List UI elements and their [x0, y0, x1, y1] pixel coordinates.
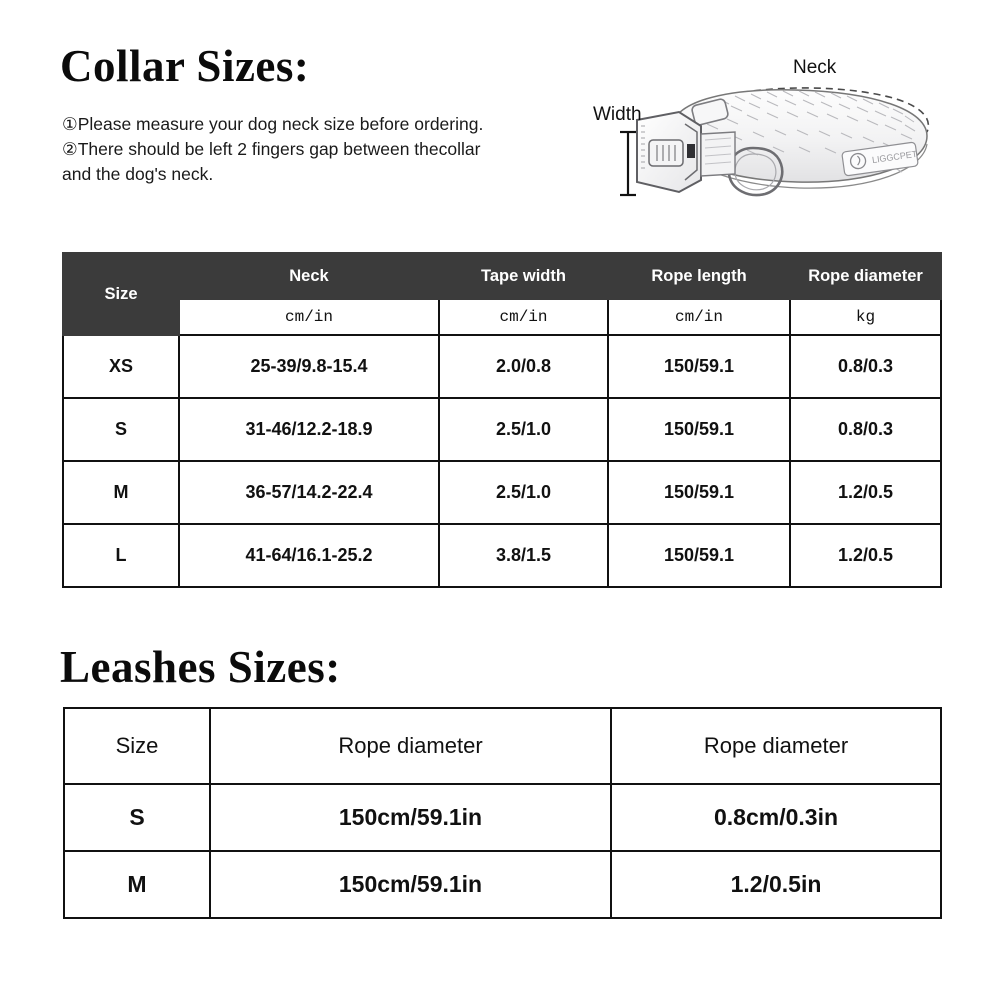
- collar-unit-rope-length: cm/in: [608, 299, 790, 335]
- collar-row-tape-width: 3.8/1.5: [439, 524, 608, 587]
- leashes-row-value-2: 1.2/0.5in: [611, 851, 941, 918]
- collar-header-tape-width: Tape width: [439, 253, 608, 299]
- collar-row-neck: 36-57/14.2-22.4: [179, 461, 439, 524]
- width-measurement-label: Width: [593, 104, 642, 125]
- table-row: [63, 398, 941, 461]
- collar-row-size: S: [63, 398, 179, 461]
- collar-row-rope-diameter: 0.8/0.3: [790, 398, 941, 461]
- leashes-row-value-1: 150cm/59.1in: [210, 784, 611, 851]
- collar-unit-tape-width: cm/in: [439, 299, 608, 335]
- width-measure-bracket: [620, 132, 636, 195]
- neck-measurement-label: Neck: [793, 57, 837, 78]
- collar-header-neck: Neck: [179, 253, 439, 299]
- leashes-row-value-2: 0.8cm/0.3in: [611, 784, 941, 851]
- collar-sizes-title: Collar Sizes:: [60, 41, 310, 91]
- instruction-line-1: ①Please measure your dog neck size before ordering.: [62, 114, 484, 134]
- leashes-table-header-row: [64, 708, 941, 784]
- leashes-header-rope-diameter-2: Rope diameter: [611, 708, 941, 784]
- leashes-header-size: Size: [64, 708, 210, 784]
- collar-row-rope-diameter: 1.2/0.5: [790, 461, 941, 524]
- instruction-line-2: ②There should be left 2 fingers gap between thecollar: [62, 139, 481, 159]
- collar-header-rope-diameter: Rope diameter: [790, 253, 941, 299]
- collar-unit-rope-diameter: kg: [790, 299, 941, 335]
- collar-table-header-row: [63, 253, 941, 299]
- table-row: [64, 784, 941, 851]
- collar-row-size: M: [63, 461, 179, 524]
- collar-row-size: XS: [63, 335, 179, 398]
- instruction-line-3: and the dog's neck.: [62, 164, 214, 184]
- table-row: [64, 851, 941, 918]
- table-row: [63, 461, 941, 524]
- leashes-sizes-title: Leashes Sizes:: [60, 642, 341, 692]
- table-row: [63, 335, 941, 398]
- table-row: [63, 524, 941, 587]
- leashes-header-rope-diameter-1: Rope diameter: [210, 708, 611, 784]
- collar-row-rope-diameter: 0.8/0.3: [790, 335, 941, 398]
- collar-illustration: [575, 52, 995, 242]
- collar-row-rope-length: 150/59.1: [608, 524, 790, 587]
- collar-row-rope-diameter: 1.2/0.5: [790, 524, 941, 587]
- collar-row-tape-width: 2.5/1.0: [439, 398, 608, 461]
- collar-row-rope-length: 150/59.1: [608, 461, 790, 524]
- leashes-row-value-1: 150cm/59.1in: [210, 851, 611, 918]
- collar-row-neck: 25-39/9.8-15.4: [179, 335, 439, 398]
- collar-header-size: Size: [63, 253, 179, 335]
- collar-instructions: [62, 112, 572, 187]
- collar-row-tape-width: 2.5/1.0: [439, 461, 608, 524]
- dog-collar-drawing: [575, 52, 995, 242]
- leashes-row-size: M: [64, 851, 210, 918]
- leashes-size-table: [63, 707, 942, 919]
- collar-header-rope-length: Rope length: [608, 253, 790, 299]
- collar-row-tape-width: 2.0/0.8: [439, 335, 608, 398]
- collar-row-neck: 41-64/16.1-25.2: [179, 524, 439, 587]
- svg-text:LIGGCPET: LIGGCPET: [871, 148, 918, 166]
- collar-row-rope-length: 150/59.1: [608, 335, 790, 398]
- collar-row-rope-length: 150/59.1: [608, 398, 790, 461]
- collar-table-units-row: [63, 299, 941, 335]
- collar-size-table: [62, 252, 942, 588]
- collar-row-neck: 31-46/12.2-18.9: [179, 398, 439, 461]
- collar-row-size: L: [63, 524, 179, 587]
- collar-unit-neck: cm/in: [179, 299, 439, 335]
- leashes-row-size: S: [64, 784, 210, 851]
